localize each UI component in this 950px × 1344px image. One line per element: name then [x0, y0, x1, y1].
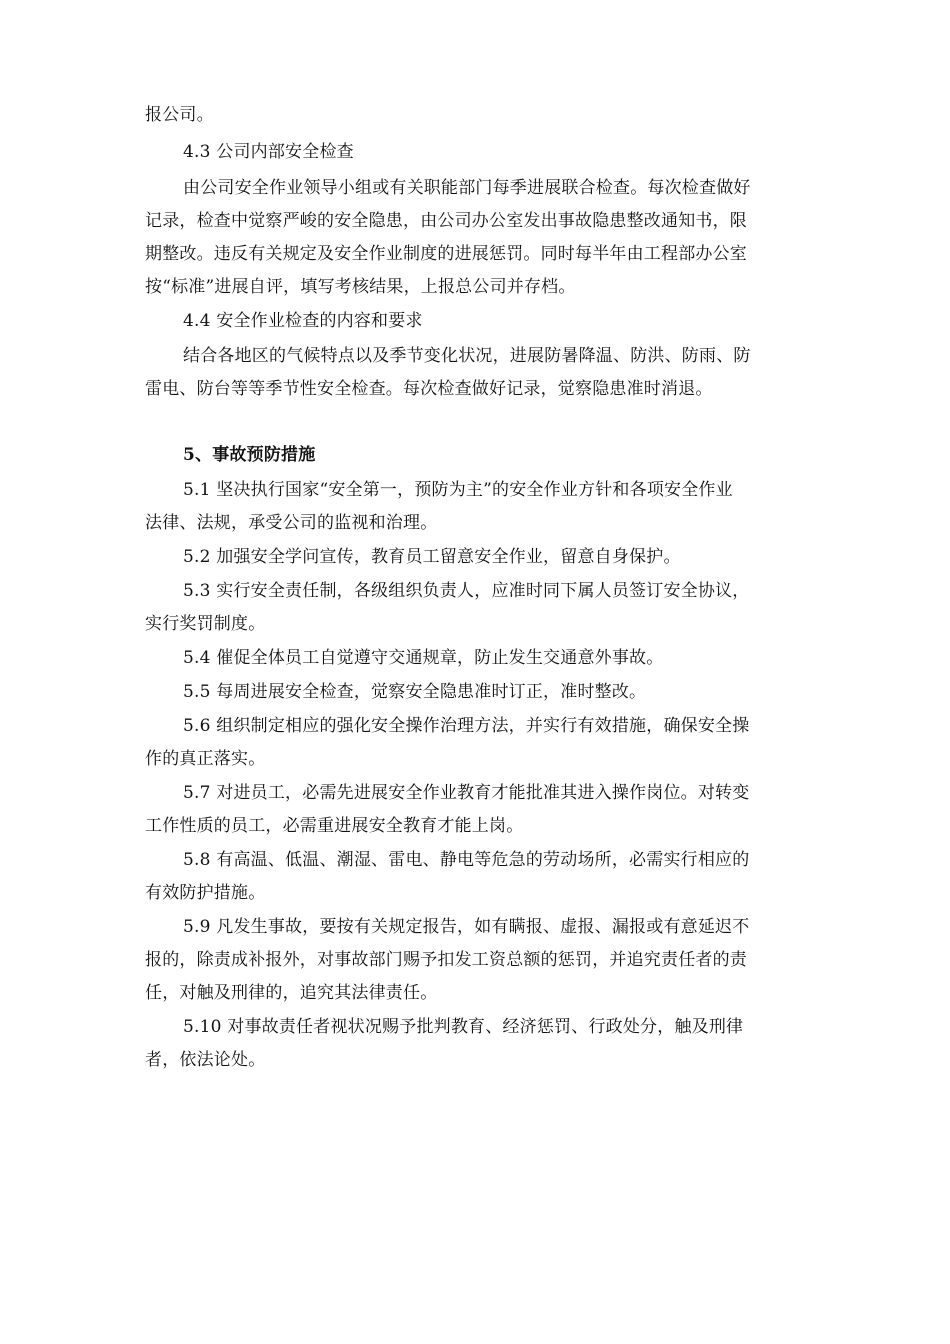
section-heading-4-3: 4.3 公司内部安全检查: [183, 142, 354, 162]
paragraph-line: 5.4 催促全体员工自觉遵守交通规章，防止发生交通意外事故。: [183, 648, 664, 668]
paragraph-line: 由公司安全作业领导小组或有关职能部门每季进展联合检查。每次检查做好: [183, 178, 751, 198]
paragraph-line: 记录，检查中觉察严峻的安全隐患，由公司办公室发出事故隐患整改通知书，限: [145, 211, 747, 231]
paragraph-line: 报公司。: [145, 105, 214, 125]
paragraph-line: 作的真正落实。: [145, 749, 266, 769]
paragraph-line: 期整改。违反有关规定及安全作业制度的进展惩罚。同时每半年由工程部办公室: [145, 244, 747, 264]
section-heading-5: 5、事故预防措施: [183, 445, 316, 465]
paragraph-line: 任，对触及刑律的，追究其法律责任。: [145, 983, 438, 1003]
paragraph-line: 5.5 每周进展安全检查，觉察安全隐患准时订正，准时整改。: [183, 682, 647, 702]
paragraph-line: 按“标准”进展自评，填写考核结果，上报总公司并存档。: [145, 277, 576, 297]
paragraph-line: 工作性质的员工，必需重进展安全教育才能上岗。: [145, 816, 524, 836]
paragraph-line: 5.8 有高温、低温、潮湿、雷电、静电等危急的劳动场所，必需实行相应的: [183, 850, 750, 870]
paragraph-line: 5.9 凡发生事故，要按有关规定报告，如有瞒报、虚报、漏报或有意延迟不: [183, 917, 750, 937]
paragraph-line: 实行奖罚制度。: [145, 614, 266, 634]
paragraph-line: 5.1 坚决执行国家“安全第一，预防为主”的安全作业方针和各项安全作业: [183, 480, 733, 500]
paragraph-line: 法律、法规，承受公司的监视和治理。: [145, 513, 438, 533]
paragraph-line: 5.10 对事故责任者视状况赐予批判教育、经济惩罚、行政处分，触及刑律: [183, 1017, 744, 1037]
paragraph-line: 者，依法论处。: [145, 1050, 266, 1070]
paragraph-line: 5.2 加强安全学问宣传，教育员工留意安全作业，留意自身保护。: [183, 547, 681, 567]
section-heading-4-4: 4.4 安全作业检查的内容和要求: [183, 311, 423, 331]
paragraph-line: 有效防护措施。: [145, 883, 266, 903]
paragraph-line: 报的，除责成补报外，对事故部门赐予扣发工资总额的惩罚，并追究责任者的责: [145, 950, 747, 970]
paragraph-line: 结合各地区的气候特点以及季节变化状况，进展防暑降温、防洪、防雨、防: [183, 346, 751, 366]
paragraph-line: 5.7 对进员工，必需先进展安全作业教育才能批准其进入操作岗位。对转变: [183, 783, 750, 803]
paragraph-line: 雷电、防台等等季节性安全检查。每次检查做好记录，觉察隐患准时消退。: [145, 379, 713, 399]
paragraph-line: 5.6 组织制定相应的强化安全操作治理方法，并实行有效措施，确保安全操: [183, 716, 750, 736]
paragraph-line: 5.3 实行安全责任制，各级组织负责人，应准时同下属人员签订安全协议，: [183, 581, 750, 601]
